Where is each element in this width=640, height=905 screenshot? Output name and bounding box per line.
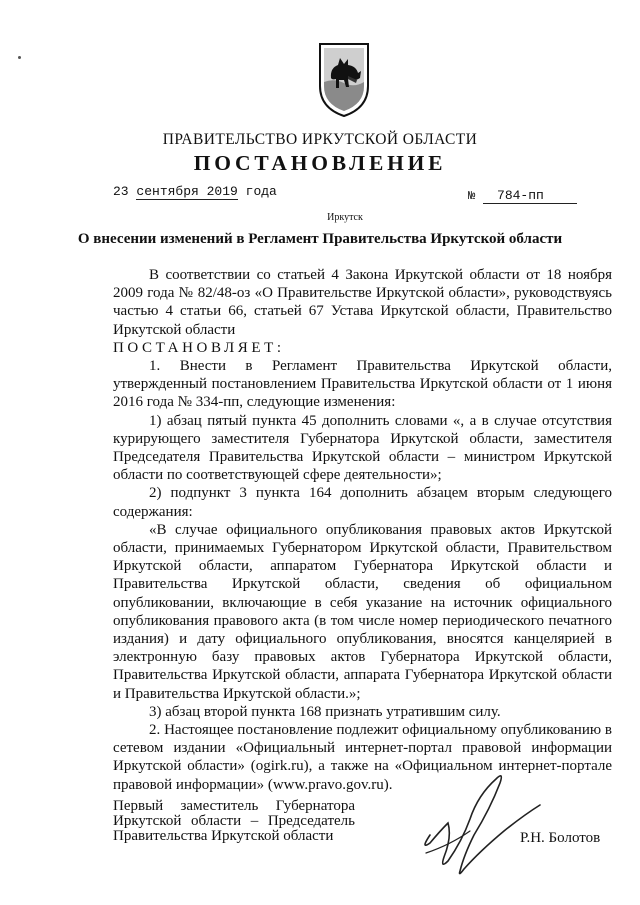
intro-paragraph: В соответствии со статьей 4 Закона Иркутской области от 18 ноября 2009 года № 82/48-оз «О Правительстве Иркутской области», руководствуясь частью 4 статьи 66, статьей 67 Устава Иркутской области, Правительство Иркутской области (113, 267, 612, 338)
date-suffix: года (245, 184, 277, 199)
item-2: 2. Настоящее постановление подлежит официальному опубликованию в сетевом издании «Официальный интернет-портал правовой информации Иркутской области» (ogirk.ru), а также на «Официальном интернет-портале правовой информации» (www.pravo.gov.ru). (113, 722, 612, 793)
document-number (468, 188, 577, 204)
scan-speck (18, 56, 21, 59)
item-1: 1. Внести в Регламент Правительства Иркутской области, утвержденный постановлением Правительства Иркутской области от 1 июня 2016 года № 334-пп, следующие изменения: (113, 358, 612, 411)
signer-name: Р.Н. Болотов (520, 830, 601, 846)
document-date (113, 184, 277, 199)
sub-item-2: 2) подпункт 3 пункта 164 дополнить абзацем вторым следующего содержания: (113, 485, 612, 520)
sub-item-3: 3) абзац второй пункта 168 признать утратившим силу. (149, 703, 501, 720)
resolves-heading: ПОСТАНОВЛЯЕТ: (113, 339, 285, 356)
document-type: ПОСТАНОВЛЕНИЕ (193, 151, 447, 175)
government-name: ПРАВИТЕЛЬСТВО ИРКУТСКОЙ ОБЛАСТИ (162, 131, 478, 148)
signatory-title-line: Иркутской области – Председатель (113, 813, 355, 830)
signatory-title-line: Первый заместитель Губернатора (113, 798, 355, 814)
date-month-year: сентября 2019 (136, 184, 238, 199)
number-sign: № (468, 189, 476, 203)
handwritten-signature-icon (400, 765, 550, 880)
quoted-text: «В случае официального опубликования правовых актов Иркутской области, принимаемых Губернатором Иркутской области, Правительством Иркутской области, аппаратом Губернатора Иркутской области и Правительства Иркутской области, сведения об официальном опубликовании, включающие в себя указание на источник официального опубликования правового акта (в том числе номер периодического печатного издания) и дату официального опубликования, вносятся канцелярией в электронную базу правовых актов Губернатора Иркутской области, Правительства Иркутской области, аппарата Губернатора Иркутской области и Правительства Иркутской области.»; (113, 521, 612, 702)
city-name: Иркутск (327, 212, 363, 223)
number-value: 784-пп (483, 188, 577, 204)
sub-item-1: 1) абзац пятый пункта 45 дополнить словами «, а в случае отсутствия курирующего заместителя Губернатора Иркутской области, заместителя Председателя Правительства Иркутской области – министром Иркутской области по соответствующей сфере деятельности»; (113, 412, 612, 484)
date-day: 23 (113, 184, 129, 199)
signatory-title (113, 799, 355, 845)
document-subject: О внесении изменений в Регламент Правительства Иркутской области (77, 231, 563, 247)
irkutsk-coat-of-arms-icon (318, 42, 370, 118)
signatory-title-line: Правительства Иркутской области (113, 828, 334, 845)
document-body (113, 266, 612, 794)
